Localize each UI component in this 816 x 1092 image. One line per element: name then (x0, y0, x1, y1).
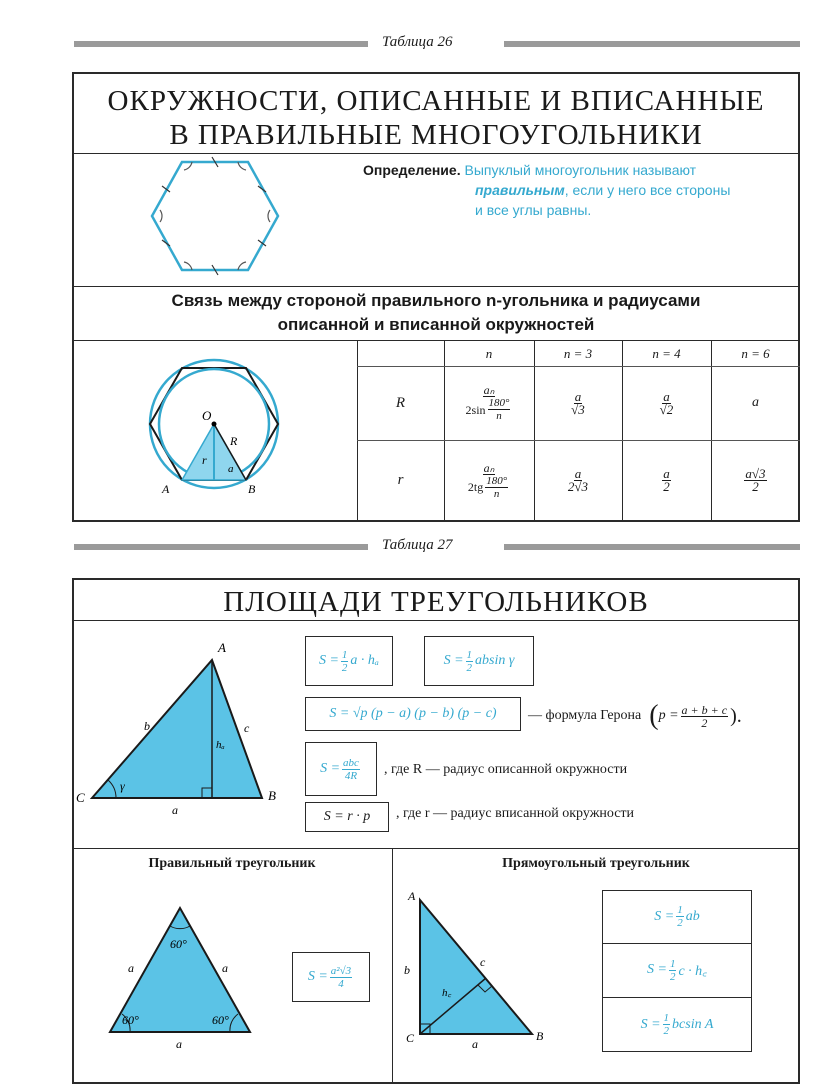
label-b: b (144, 719, 150, 733)
table26-title-line2: В ПРАВИЛЬНЫЕ МНОГОУГОЛЬНИКИ (169, 119, 703, 151)
divider (72, 286, 800, 287)
formula-heron: S = √p (p − a) (p − b) (p − c) (305, 697, 521, 731)
formula-half-ab-sin: S = $\frac{1}{2}$ absin γ (424, 636, 534, 686)
label-c: c (480, 955, 486, 969)
divider (72, 153, 800, 154)
header-bar-left (74, 544, 368, 550)
header-n4: n = 4 (652, 345, 681, 361)
side-left: a (128, 961, 134, 975)
formula-half-a-h: S = $\frac{1}{2}$ a · hₐ (305, 636, 393, 686)
label-a: a (172, 803, 178, 817)
definition-text1: Выпуклый многоугольник называют (464, 162, 697, 178)
table27-title: ПЛОЩАДИ ТРЕУГОЛЬНИКОВ (223, 586, 649, 618)
row-r-n6: a√3 2 (745, 466, 766, 494)
equilateral-triangle-figure (100, 900, 260, 1050)
label-A: A (408, 890, 416, 903)
formula-right-c-hc: S = $\frac{1}{2}$ c · h꜀ (646, 957, 707, 983)
formula-r-p: S = r · p (305, 802, 389, 832)
label-a: a (472, 1037, 478, 1050)
row-r-label: r (397, 472, 404, 488)
angle-top: 60° (170, 937, 187, 951)
definition-text2: , если у него все стороны (564, 182, 731, 198)
row-r-general: aₙ 2tg 180° n (467, 460, 508, 500)
label-R: R (230, 434, 238, 448)
label-c: c (244, 721, 250, 735)
header-bar-left (74, 41, 368, 47)
label-B: B (268, 788, 276, 803)
formula-abc-4R: S = abc 4R (305, 742, 377, 796)
row-R-label: R (395, 394, 406, 411)
definition-bold: правильным (475, 182, 565, 198)
label-A: A (218, 640, 226, 655)
label-a: a (228, 463, 234, 475)
label-B: B (536, 1029, 544, 1043)
label-C: C (406, 1031, 415, 1045)
label-B: B (248, 482, 256, 496)
label-ha: hₐ (216, 739, 225, 751)
equilateral-title: Правильный треугольник (148, 856, 316, 871)
rp-note: , где r — радиус вписанной окружности (396, 806, 635, 821)
abc-note: , где R — радиус описанной окружности (384, 762, 628, 777)
label-O: O (202, 408, 212, 423)
label-gamma: γ (120, 779, 125, 793)
side-right: a (222, 961, 228, 975)
header-bar-right (504, 544, 800, 550)
row-r-n4: a 2 (663, 466, 670, 494)
row-R-n3: a √3 (571, 388, 585, 417)
formula-equilateral: S = $\frac{\text{a²√3}}{4}$ (292, 952, 370, 1002)
heron-note: — формула Герона ( p = $\frac{a + b + c}{2}$ ). (528, 700, 742, 731)
row-R-general: aₙ 2sin 180° n (465, 383, 510, 422)
divider (72, 848, 800, 849)
label-b: b (404, 963, 410, 977)
formula-right-ab: S = $\frac{1}{2}$ ab (654, 904, 700, 929)
circles-figure (140, 348, 290, 498)
divider (72, 620, 800, 621)
divider (392, 848, 393, 1084)
definition-label: Определение. (363, 162, 461, 178)
definition-text3: и все углы равны. (475, 202, 592, 218)
label-hc: h꜀ (442, 987, 452, 999)
right-title: Прямоугольный треугольник (502, 856, 690, 871)
label-A: A (162, 482, 170, 496)
row-R-n6: a (752, 395, 759, 410)
header-bar-right (504, 41, 800, 47)
side-bottom: a (176, 1037, 182, 1050)
right-triangle-figure (398, 890, 558, 1050)
general-triangle-figure (72, 640, 292, 820)
formula-right-bc-sin: S = $\frac{1}{2}$ bcsin A (640, 1012, 714, 1037)
relation-line2: описанной и вписанной окружностей (277, 315, 595, 334)
relation-line1: Связь между стороной правильного n-угольника и радиусами (171, 291, 701, 310)
header-n3: n = 3 (563, 345, 593, 361)
angle-right: 60° (212, 1013, 229, 1027)
table26-label: Таблица 26 (382, 34, 453, 50)
angle-left: 60° (122, 1013, 139, 1027)
definition-block (363, 160, 783, 220)
row-r-n3: a 2√3 (567, 466, 589, 494)
row-R-n4: a √2 (659, 388, 674, 417)
label-r: r (202, 453, 207, 467)
header-n: n (485, 345, 493, 361)
header-n6: n = 6 (741, 345, 770, 361)
table26-title-line1: ОКРУЖНОСТИ, ОПИСАННЫЕ И ВПИСАННЫЕ (107, 85, 765, 117)
label-C: C (76, 790, 85, 805)
hexagon-figure (140, 156, 290, 276)
table27-label: Таблица 27 (382, 537, 453, 553)
